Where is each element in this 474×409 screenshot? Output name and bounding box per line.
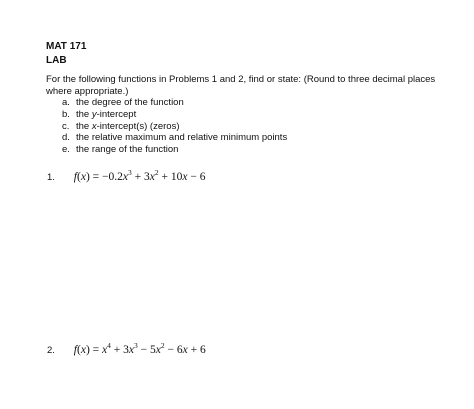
problem-1 [47,170,205,185]
task-text: the range of the function [76,144,179,156]
task-text: the y-intercept [76,108,137,120]
task-text: the x-intercept(s) (zeros) [76,120,180,132]
problem-number: 1. [47,172,55,183]
task-marker: d. [62,132,70,144]
instructions-text: For the following functions in Problems 1 and 2, find or state: (Round to three decimal places where appropriate.) [46,74,436,97]
course-code: MAT 171 [46,41,87,52]
task-marker: b. [62,108,70,120]
function-formula: $f(x) = -0.2x^3 + 3x^2 + 10x - 6$ [73,168,206,183]
task-marker: e. [62,144,70,156]
task-marker: c. [62,120,70,132]
problem-2 [47,343,206,358]
function-formula: $f(x) = x^4 + 3x^3 - 5x^2 - 6x + 6$ [73,341,206,356]
task-text: the degree of the function [76,97,184,108]
lab-title: LAB [46,55,67,66]
task-list [62,97,287,156]
task-item-b [62,109,287,121]
task-marker: a. [62,97,70,108]
task-item-d [62,132,287,144]
task-item-c [62,121,287,133]
task-item-e [62,144,287,156]
instructions-block [46,74,441,98]
problem-number: 2. [47,345,55,356]
task-item-a [62,97,287,109]
task-text: the relative maximum and relative minimum points [76,132,288,144]
